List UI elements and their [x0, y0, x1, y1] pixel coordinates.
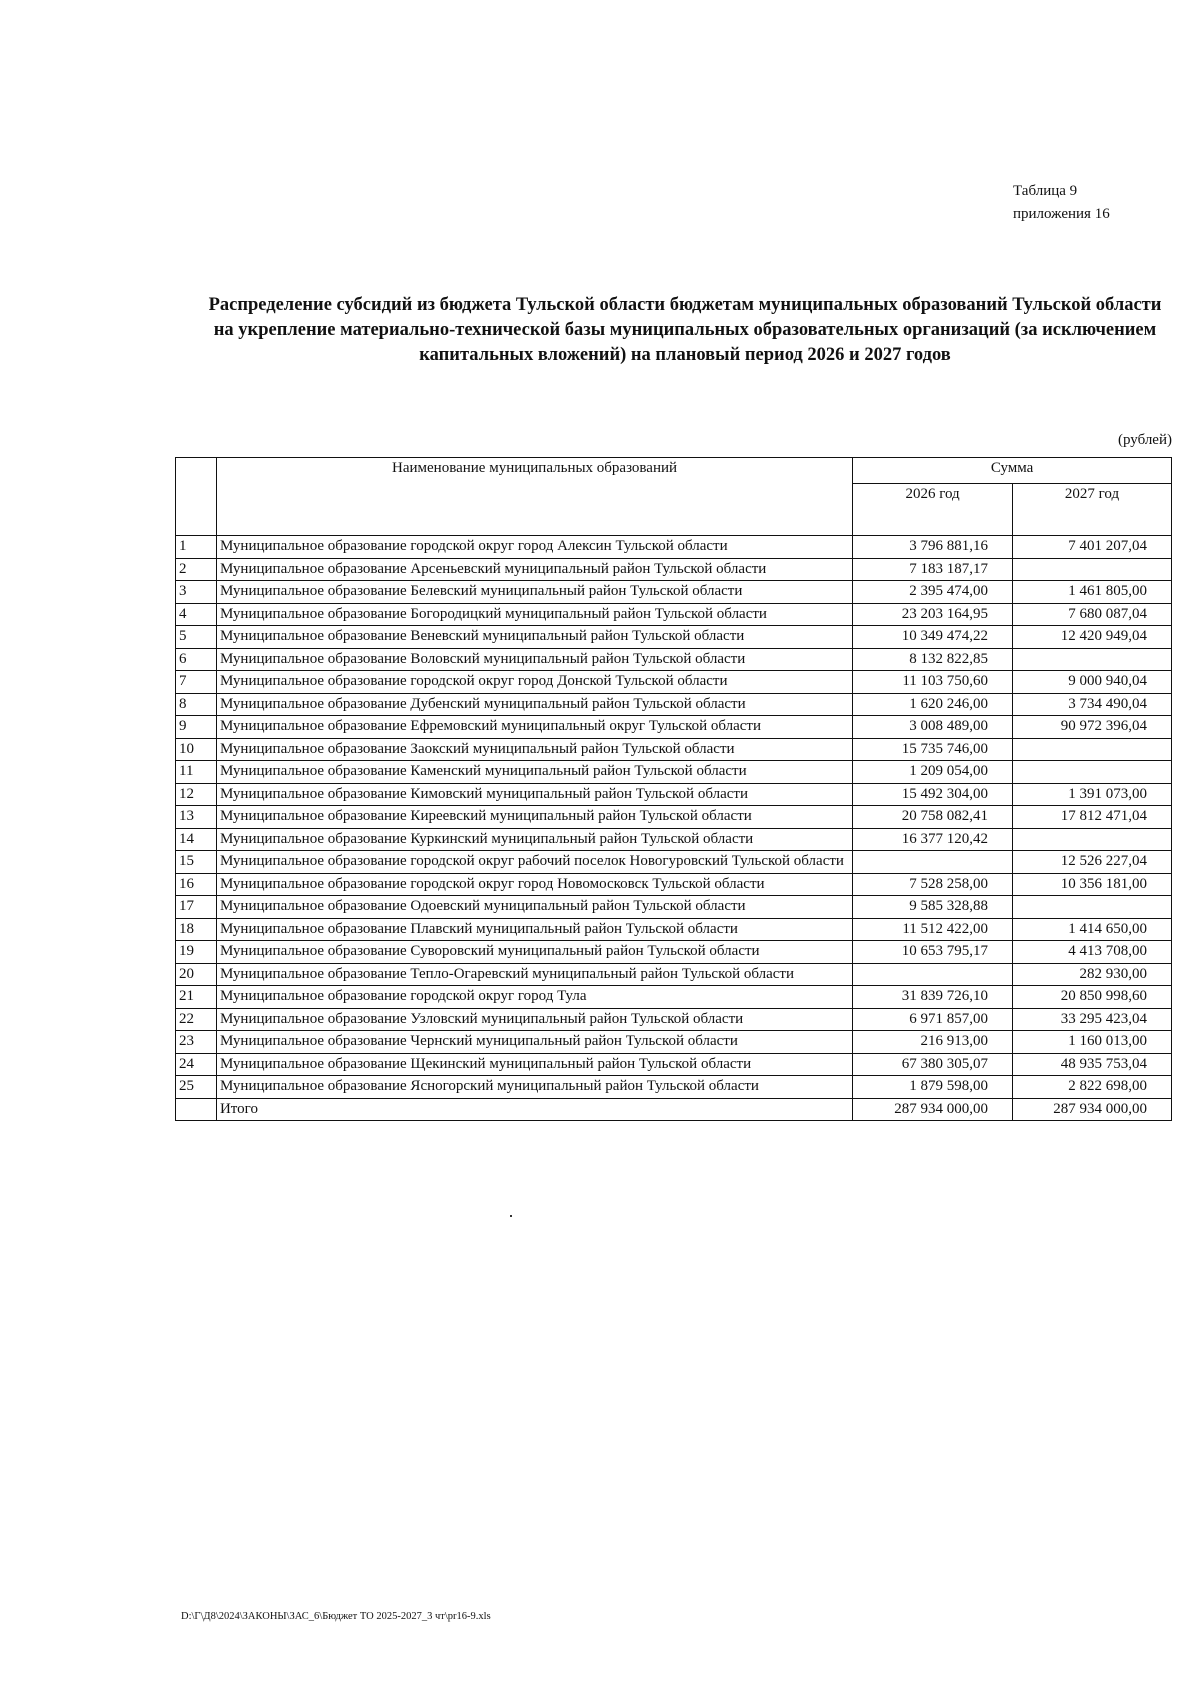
- table-row: [176, 671, 1172, 694]
- municipality-name: Муниципальное образование городской округ город Новомосковск Тульской области: [216, 873, 852, 896]
- amount-2026: 10 653 795,17: [853, 941, 1013, 964]
- table-row: [176, 963, 1172, 986]
- municipality-name: Муниципальное образование городской округ рабочий поселок Новогуровский Тульской области: [216, 851, 852, 874]
- header-sum: Сумма: [853, 458, 1172, 484]
- amount-2026: 16 377 120,42: [853, 828, 1013, 851]
- row-number: 20: [176, 963, 217, 986]
- table-row: [176, 1008, 1172, 1031]
- amount-2027: [1013, 896, 1172, 919]
- total-2027: 287 934 000,00: [1013, 1098, 1172, 1121]
- row-number: 1: [176, 536, 217, 559]
- municipality-name: Муниципальное образование Ясногорский муниципальный район Тульской области: [216, 1076, 852, 1099]
- amount-2027: 282 930,00: [1013, 963, 1172, 986]
- row-number: 18: [176, 918, 217, 941]
- row-number: 7: [176, 671, 217, 694]
- row-number: 13: [176, 806, 217, 829]
- municipality-name: Муниципальное образование Суворовский муниципальный район Тульской области: [216, 941, 852, 964]
- amount-2026: 15 735 746,00: [853, 738, 1013, 761]
- row-number: 12: [176, 783, 217, 806]
- municipality-name: Муниципальное образование Щекинский муниципальный район Тульской области: [216, 1053, 852, 1076]
- amount-2027: 1 391 073,00: [1013, 783, 1172, 806]
- row-number: 4: [176, 603, 217, 626]
- amount-2026: 1 879 598,00: [853, 1076, 1013, 1099]
- table-row: [176, 783, 1172, 806]
- total-row: [176, 1098, 1172, 1121]
- municipality-name: Муниципальное образование Кимовский муниципальный район Тульской области: [216, 783, 852, 806]
- total-2026: 287 934 000,00: [853, 1098, 1013, 1121]
- table-row: [176, 806, 1172, 829]
- amount-2026: 216 913,00: [853, 1031, 1013, 1054]
- amount-2027: 4 413 708,00: [1013, 941, 1172, 964]
- municipality-name: Муниципальное образование Куркинский муниципальный район Тульской области: [216, 828, 852, 851]
- amount-2027: [1013, 738, 1172, 761]
- amount-2026: 9 585 328,88: [853, 896, 1013, 919]
- amount-2027: 1 160 013,00: [1013, 1031, 1172, 1054]
- municipality-name: Муниципальное образование городской округ город Донской Тульской области: [216, 671, 852, 694]
- row-number: 16: [176, 873, 217, 896]
- municipality-name: Муниципальное образование Плавский муниципальный район Тульской области: [216, 918, 852, 941]
- table-row: [176, 581, 1172, 604]
- amount-2026: 11 512 422,00: [853, 918, 1013, 941]
- amount-2027: 10 356 181,00: [1013, 873, 1172, 896]
- table-row: [176, 941, 1172, 964]
- municipality-name: Муниципальное образование Чернский муниципальный район Тульской области: [216, 1031, 852, 1054]
- row-number: 6: [176, 648, 217, 671]
- row-number: 24: [176, 1053, 217, 1076]
- amount-2027: 48 935 753,04: [1013, 1053, 1172, 1076]
- amount-2026: 67 380 305,07: [853, 1053, 1013, 1076]
- file-path-footer: D:\Г\Д8\2024\ЗАКОНЫ\ЗАС_6\Бюджет ТО 2025-2027_3 чт\pr16-9.xls: [181, 1611, 491, 1622]
- amount-2027: 33 295 423,04: [1013, 1008, 1172, 1031]
- table-row: [176, 1053, 1172, 1076]
- amount-2027: 7 680 087,04: [1013, 603, 1172, 626]
- stray-mark: [510, 1215, 512, 1217]
- municipality-name: Муниципальное образование Заокский муниципальный район Тульской области: [216, 738, 852, 761]
- table-row: [176, 1031, 1172, 1054]
- amount-2027: [1013, 828, 1172, 851]
- amount-2027: 90 972 396,04: [1013, 716, 1172, 739]
- table-row: [176, 828, 1172, 851]
- municipality-name: Муниципальное образование Узловский муниципальный район Тульской области: [216, 1008, 852, 1031]
- row-number: 15: [176, 851, 217, 874]
- table-reference: [1013, 180, 1110, 226]
- row-number: 9: [176, 716, 217, 739]
- amount-2026: [853, 851, 1013, 874]
- amount-2027: 3 734 490,04: [1013, 693, 1172, 716]
- row-number: 8: [176, 693, 217, 716]
- amount-2027: 1 414 650,00: [1013, 918, 1172, 941]
- table-row: [176, 851, 1172, 874]
- document-title: Распределение субсидий из бюджета Тульской области бюджетам муниципальных образований Тульской области на укрепление материально-технической базы муниципальных образовательных организаций (за исключением капитальных вложений) на плановый период 2026 и 2027 годов: [208, 295, 1162, 365]
- row-number: 11: [176, 761, 217, 784]
- amount-2027: 20 850 998,60: [1013, 986, 1172, 1009]
- amount-2026: 15 492 304,00: [853, 783, 1013, 806]
- amount-2026: [853, 963, 1013, 986]
- municipality-name: Муниципальное образование Арсеньевский муниципальный район Тульской области: [216, 558, 852, 581]
- table-row: [176, 716, 1172, 739]
- table-row: [176, 1076, 1172, 1099]
- row-number: 19: [176, 941, 217, 964]
- amount-2027: 12 420 949,04: [1013, 626, 1172, 649]
- amount-2027: 2 822 698,00: [1013, 1076, 1172, 1099]
- amount-2026: 6 971 857,00: [853, 1008, 1013, 1031]
- amount-2026: 10 349 474,22: [853, 626, 1013, 649]
- total-number: [176, 1098, 217, 1121]
- header-number: [176, 458, 217, 536]
- municipality-name: Муниципальное образование Дубенский муниципальный район Тульской области: [216, 693, 852, 716]
- municipality-name: Муниципальное образование Белевский муниципальный район Тульской области: [216, 581, 852, 604]
- amount-2026: 2 395 474,00: [853, 581, 1013, 604]
- row-number: 23: [176, 1031, 217, 1054]
- municipality-name: Муниципальное образование городской округ город Алексин Тульской области: [216, 536, 852, 559]
- amount-2027: 1 461 805,00: [1013, 581, 1172, 604]
- amount-2026: 7 528 258,00: [853, 873, 1013, 896]
- header-2026: 2026 год: [853, 484, 1013, 536]
- municipality-name: Муниципальное образование Веневский муниципальный район Тульской области: [216, 626, 852, 649]
- row-number: 3: [176, 581, 217, 604]
- table-row: [176, 896, 1172, 919]
- amount-2026: 11 103 750,60: [853, 671, 1013, 694]
- header-2027: 2027 год: [1013, 484, 1172, 536]
- subsidy-table: [175, 457, 1172, 1121]
- amount-2026: 8 132 822,85: [853, 648, 1013, 671]
- amount-2026: 20 758 082,41: [853, 806, 1013, 829]
- row-number: 17: [176, 896, 217, 919]
- row-number: 22: [176, 1008, 217, 1031]
- municipality-name: Муниципальное образование Воловский муниципальный район Тульской области: [216, 648, 852, 671]
- row-number: 5: [176, 626, 217, 649]
- municipality-name: Муниципальное образование Киреевский муниципальный район Тульской области: [216, 806, 852, 829]
- municipality-name: Муниципальное образование Каменский муниципальный район Тульской области: [216, 761, 852, 784]
- amount-2027: 17 812 471,04: [1013, 806, 1172, 829]
- municipality-name: Муниципальное образование Богородицкий муниципальный район Тульской области: [216, 603, 852, 626]
- table-row: [176, 536, 1172, 559]
- table-row: [176, 761, 1172, 784]
- municipality-name: Муниципальное образование Ефремовский муниципальный округ Тульской области: [216, 716, 852, 739]
- table-row: [176, 648, 1172, 671]
- table-row: [176, 626, 1172, 649]
- row-number: 2: [176, 558, 217, 581]
- table-row: [176, 738, 1172, 761]
- amount-2027: [1013, 761, 1172, 784]
- table-number: Таблица 9: [1013, 183, 1078, 199]
- table-row: [176, 986, 1172, 1009]
- municipality-name: Муниципальное образование Тепло-Огаревский муниципальный район Тульской области: [216, 963, 852, 986]
- amount-2026: 7 183 187,17: [853, 558, 1013, 581]
- amount-2027: 9 000 940,04: [1013, 671, 1172, 694]
- table-row: [176, 693, 1172, 716]
- total-label: Итого: [216, 1098, 852, 1121]
- units-label: (рублей): [1117, 432, 1172, 448]
- appendix-number: приложения 16: [1013, 206, 1110, 222]
- amount-2027: [1013, 648, 1172, 671]
- row-number: 21: [176, 986, 217, 1009]
- row-number: 14: [176, 828, 217, 851]
- header-name: Наименование муниципальных образований: [216, 458, 852, 536]
- amount-2026: 3 008 489,00: [853, 716, 1013, 739]
- table-row: [176, 873, 1172, 896]
- municipality-name: Муниципальное образование Одоевский муниципальный район Тульской области: [216, 896, 852, 919]
- amount-2026: 3 796 881,16: [853, 536, 1013, 559]
- table-row: [176, 603, 1172, 626]
- amount-2026: 23 203 164,95: [853, 603, 1013, 626]
- amount-2027: 7 401 207,04: [1013, 536, 1172, 559]
- amount-2027: [1013, 558, 1172, 581]
- amount-2026: 31 839 726,10: [853, 986, 1013, 1009]
- row-number: 25: [176, 1076, 217, 1099]
- row-number: 10: [176, 738, 217, 761]
- table-row: [176, 558, 1172, 581]
- municipality-name: Муниципальное образование городской округ город Тула: [216, 986, 852, 1009]
- amount-2026: 1 620 246,00: [853, 693, 1013, 716]
- amount-2027: 12 526 227,04: [1013, 851, 1172, 874]
- table-row: [176, 918, 1172, 941]
- amount-2026: 1 209 054,00: [853, 761, 1013, 784]
